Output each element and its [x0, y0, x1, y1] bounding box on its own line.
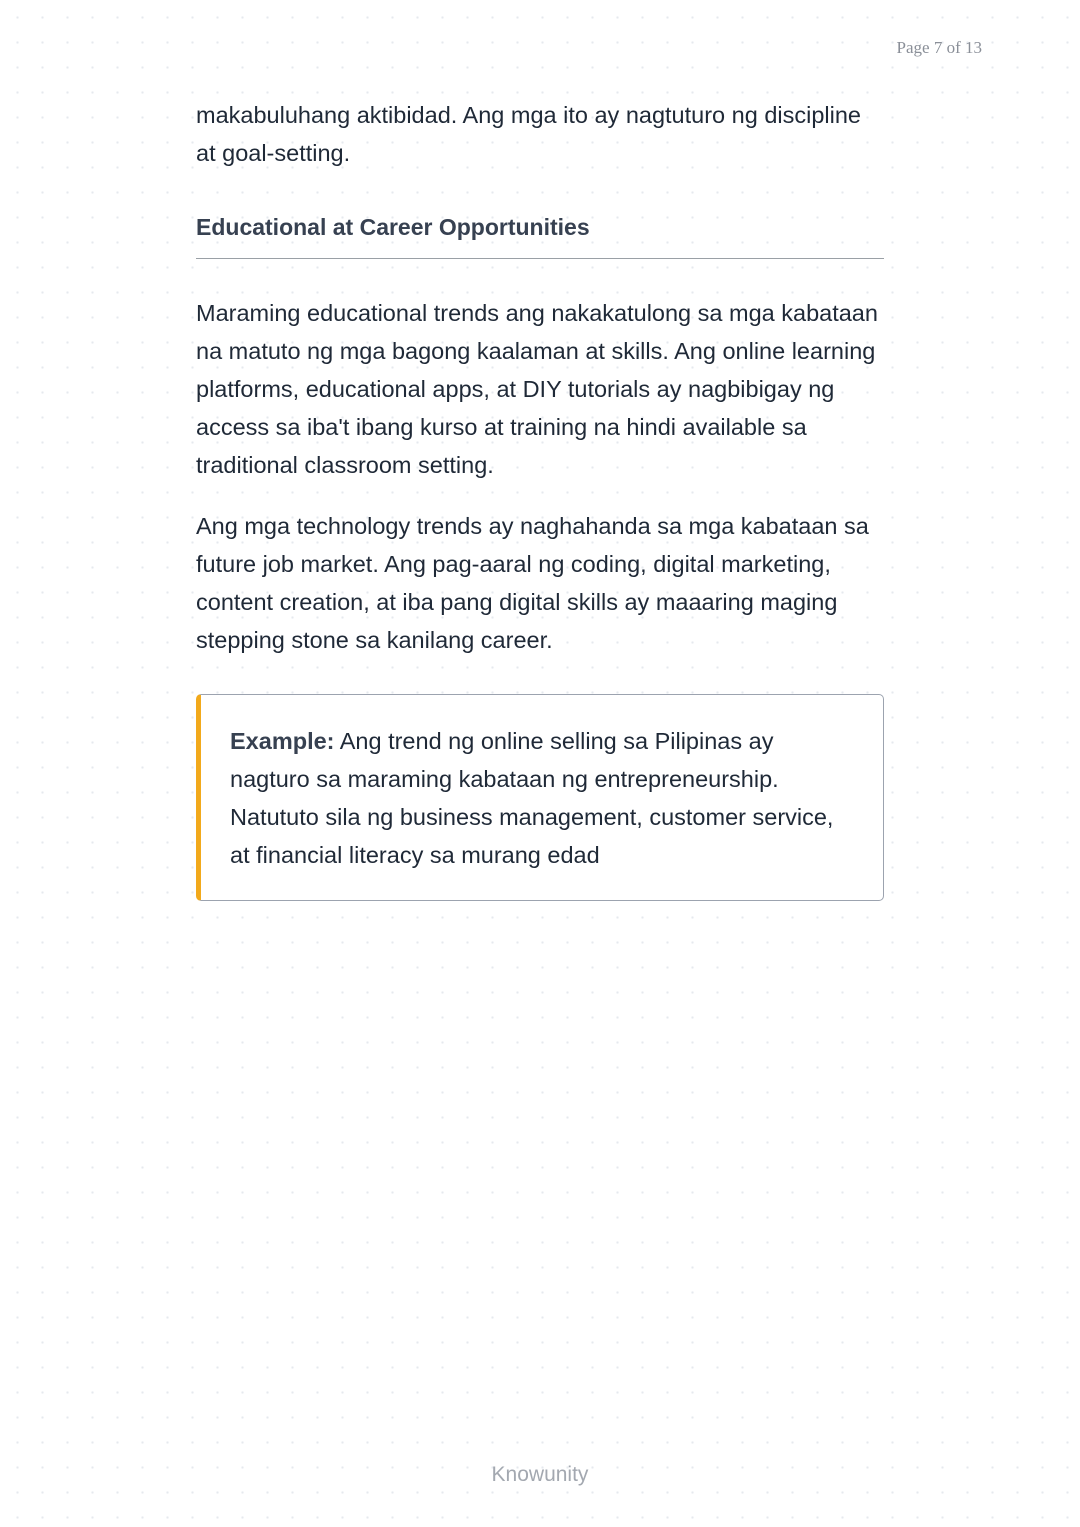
example-callout	[196, 694, 884, 901]
section-heading: Educational at Career Opportunities	[196, 212, 884, 259]
body-paragraph-2: Ang mga technology trends ay naghahanda sa mga kabataan sa future job market. Ang pag-aaral ng coding, digital marketing, content creation, at iba pang digital skills ay maaaring maging stepping stone sa kanilang career.	[196, 513, 869, 653]
page-number: Page 7 of 13	[896, 38, 982, 57]
body-paragraph-1: Maraming educational trends ang nakakatulong sa mga kabataan na matuto ng mga bagong kaalaman at skills. Ang online learning platforms, educational apps, at DIY tutorials ay nagbibigay ng access sa iba't ibang kurso at training na hindi available sa traditional classroom setting.	[196, 300, 878, 478]
example-paragraph	[230, 722, 857, 874]
example-label: Example:	[230, 728, 335, 754]
section-body	[196, 294, 884, 659]
example-text: Ang trend ng online selling sa Pilipinas ay nagturo sa maraming kabataan ng entrepreneurship. Natututo sila ng business management, customer service, at financial literacy sa murang edad	[230, 728, 834, 868]
footer-brand: Knowunity	[491, 1463, 589, 1486]
intro-paragraph: makabuluhang aktibidad. Ang mga ito ay nagtuturo ng discipline at goal-setting.	[196, 102, 861, 166]
document-content	[196, 96, 884, 901]
